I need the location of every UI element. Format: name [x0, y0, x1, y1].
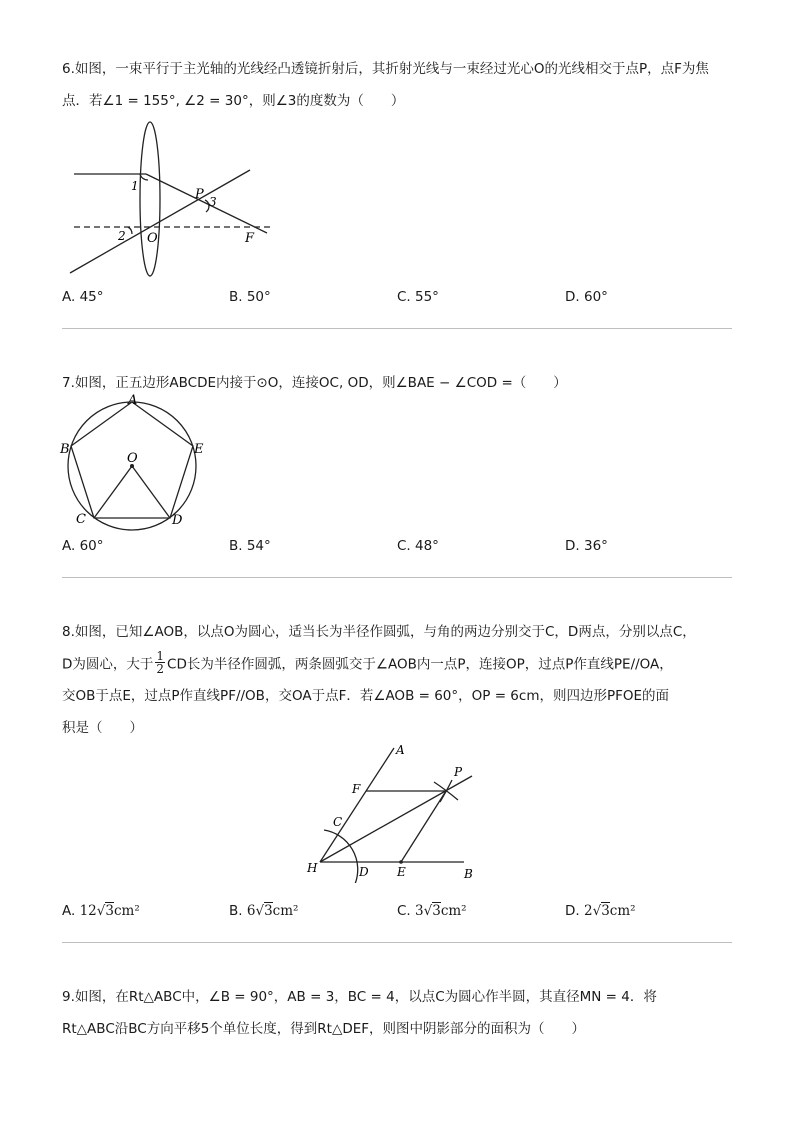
radical-sign: √	[96, 903, 106, 919]
q8-option-c-unit: cm²	[440, 903, 467, 919]
q8-text-line2	[62, 649, 673, 677]
q8-ray-OP	[320, 776, 472, 862]
q8-point-E	[399, 860, 403, 864]
q6-label-1: 1	[131, 179, 139, 193]
q7-option-a[interactable]: A. 60°	[62, 538, 104, 554]
divider	[62, 942, 732, 943]
q6-angle-2-arc	[128, 227, 132, 234]
q6-option-b[interactable]: B. 50°	[229, 289, 271, 305]
q6-label-O: O	[147, 231, 158, 246]
q8-option-d-unit: cm²	[609, 903, 636, 919]
q7-label-A: A	[128, 393, 138, 408]
q8-fraction-numerator: 1	[156, 649, 165, 663]
q7-label-O: O	[127, 451, 138, 466]
q7-option-c[interactable]: C. 48°	[397, 538, 439, 554]
q6-option-d[interactable]: D. 60°	[565, 289, 608, 305]
q8-option-d[interactable]	[565, 903, 636, 919]
q6-option-c[interactable]: C. 55°	[397, 289, 439, 305]
q8-text-line2-end: CD长为半径作圆弧，两条圆弧交于∠AOB内一点P，连接OP，过点P作直线PE//OA，	[167, 656, 673, 673]
q8-option-b-coef: 6	[246, 903, 256, 919]
q8-label-B: B	[464, 867, 473, 881]
q6-label-2: 2	[118, 229, 126, 243]
divider	[62, 328, 732, 329]
q6-option-a[interactable]: A. 45°	[62, 289, 104, 305]
q7-figure	[58, 392, 210, 532]
q8-fraction	[155, 650, 165, 675]
q8-label-F: F	[352, 782, 361, 796]
q8-figure	[300, 738, 480, 883]
q6-figure	[62, 118, 287, 283]
q8-option-b-unit: cm²	[272, 903, 299, 919]
q8-label-C: C	[333, 815, 343, 829]
q7-label-D: D	[172, 513, 183, 528]
q8-option-c-letter: C.	[397, 903, 411, 919]
q8-option-c-coef: 3	[415, 903, 424, 919]
q8-fraction-denominator: 2	[156, 662, 165, 676]
q8-option-a-unit: cm²	[113, 903, 140, 919]
q8-text-line3: 交OB于点E，过点P作直线PF//OB，交OA于点F．若∠AOB = 60°，OP = 6cm，则四边形PFOE的面	[62, 688, 670, 704]
q8-option-d-coef: 2	[583, 903, 593, 919]
q7-option-d[interactable]: D. 36°	[565, 538, 608, 554]
q8-segment-PE	[401, 791, 446, 862]
q6-refracted-ray	[146, 174, 267, 233]
q8-option-c[interactable]	[397, 903, 467, 919]
q8-option-b-letter: B.	[229, 903, 243, 919]
q7-label-B: B	[60, 442, 70, 457]
q6-label-3: 3	[209, 195, 217, 209]
q8-option-a-coef: 12	[79, 903, 97, 919]
q8-label-H: H	[307, 861, 318, 875]
radical-sign: √	[255, 903, 265, 919]
q9-text-line1: 9.如图，在Rt△ABC中，∠B = 90°，AB = 3，BC = 4，以点C为圆心作半圆，其直径MN = 4．将	[62, 989, 657, 1005]
q8-option-a[interactable]	[62, 903, 140, 919]
q8-label-D: D	[359, 865, 369, 879]
q7-segment-OC	[94, 466, 132, 518]
q8-label-A: A	[396, 743, 405, 757]
q7-label-E: E	[194, 442, 204, 457]
radical-sign: √	[592, 903, 602, 919]
q8-label-E: E	[397, 865, 406, 879]
q6-label-P: P	[195, 187, 204, 202]
q7-option-b[interactable]: B. 54°	[229, 538, 271, 554]
q6-text-line1: 6.如图，一束平行于主光轴的光线经凸透镜折射后，其折射光线与一束经过光心O的光线相交于点P，点F为焦	[62, 61, 709, 77]
q8-text-line4: 积是（ ）	[62, 720, 143, 736]
q9-text-line2: Rt△ABC沿BC方向平移5个单位长度，得到Rt△DEF，则图中阴影部分的面积为（ ）	[62, 1021, 586, 1037]
radical-sign: √	[423, 903, 433, 919]
divider	[62, 577, 732, 578]
q8-option-b[interactable]	[229, 903, 298, 919]
q8-option-d-letter: D.	[565, 903, 580, 919]
q6-text-line2: 点．若∠1 = 155°, ∠2 = 30°，则∠3的度数为（ ）	[62, 93, 405, 109]
q8-option-c-radicand: 3	[432, 903, 441, 919]
q7-label-C: C	[76, 512, 86, 527]
q6-convex-lens	[140, 122, 160, 276]
q8-option-a-letter: A.	[62, 903, 76, 919]
q8-option-b-radicand: 3	[264, 903, 273, 919]
q6-label-F: F	[245, 231, 255, 246]
q8-ray-OA	[320, 748, 394, 862]
q8-option-a-radicand: 3	[105, 903, 114, 919]
q8-text-line2-start: D为圆心，大于	[62, 656, 154, 673]
q7-segment-OD	[132, 466, 170, 518]
q7-text-line1: 7.如图，正五边形ABCDE内接于⊙O，连接OC, OD，则∠BAE − ∠COD =（ ）	[62, 375, 567, 391]
q8-option-d-radicand: 3	[601, 903, 610, 919]
q8-text-line1: 8.如图，已知∠AOB，以点O为圆心，适当长为半径作圆弧，与角的两边分别交于C，D两点，分别以点C，	[62, 624, 696, 640]
q8-label-P: P	[454, 765, 463, 779]
